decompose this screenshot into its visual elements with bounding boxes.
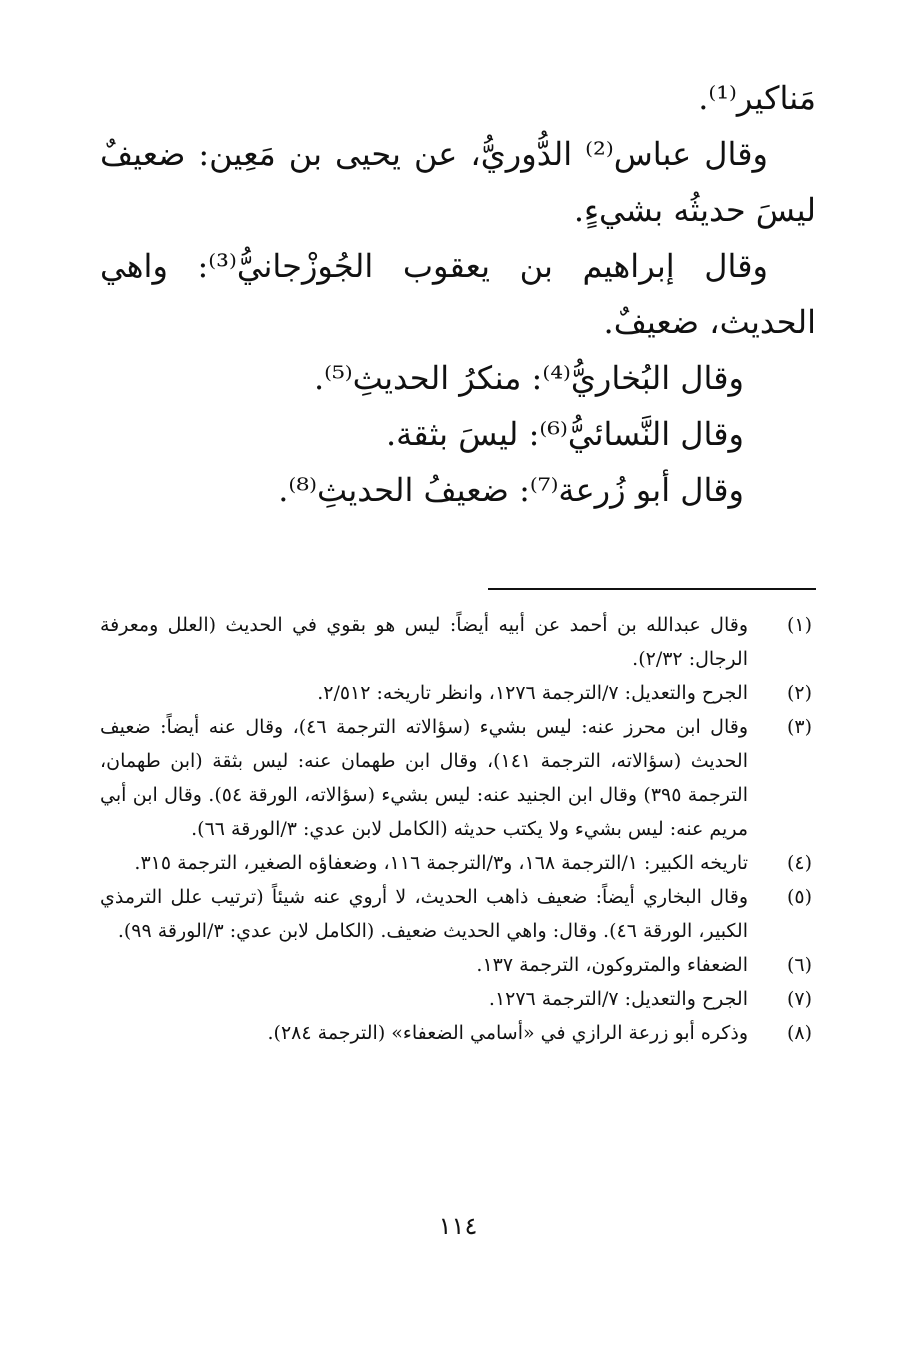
footnote-text: الضعفاء والمتروكون، الترجمة ١٣٧. <box>476 954 748 976</box>
footnote-text: وقال البخاري أيضاً: ضعيف ذاهب الحديث، لا أروي عنه شيئاً (ترتيب علل الترمذي الكبير، الورقة ٤٦). وقال: واهي الحديث ضعيف. (الكامل لابن عدي: ٣/الورقة ٩٩). <box>100 886 748 942</box>
footnote-number: (٥) <box>786 886 812 908</box>
footnote-number: (١) <box>786 614 812 636</box>
main-line-2: وقال عباس⁽²⁾ الدُّوريُّ، عن يحيى بن مَعِين: ضعيفٌ ليسَ حديثُه بشيءٍ. <box>100 135 816 229</box>
footnote-8 <box>100 1016 816 1050</box>
main-line-5: وقال النَّسائيُّ⁽⁶⁾: ليسَ بثقة. <box>385 415 744 453</box>
footnote-text: الجرح والتعديل: ٧/الترجمة ١٢٧٦، وانظر تاريخه: ٢/٥١٢. <box>317 682 748 704</box>
footnote-5 <box>100 880 816 948</box>
footnote-6 <box>100 948 816 982</box>
footnote-separator <box>488 588 816 590</box>
footnote-number: (٢) <box>786 682 812 704</box>
footnote-text: وقال عبدالله بن أحمد عن أبيه أيضاً: ليس هو بقوي في الحديث (العلل ومعرفة الرجال: ٢/٣٢). <box>100 614 748 670</box>
footnote-number: (٧) <box>786 988 812 1010</box>
footnote-number: (٣) <box>786 716 812 738</box>
page-number: ١١٤ <box>438 1212 478 1240</box>
footnote-number: (٤) <box>786 852 812 874</box>
footnote-text: الجرح والتعديل: ٧/الترجمة ١٢٧٦. <box>488 988 748 1010</box>
footnote-number: (٨) <box>786 1022 812 1044</box>
main-line-4: وقال البُخاريُّ⁽⁴⁾: منكرُ الحديثِ⁽⁵⁾. <box>313 359 744 397</box>
main-line-1: مَناكير⁽¹⁾. <box>698 79 816 117</box>
footnote-number: (٦) <box>786 954 812 976</box>
main-line-3: وقال إبراهيم بن يعقوب الجُوزْجانيُّ⁽³⁾: واهي الحديث، ضعيفٌ. <box>100 247 816 341</box>
footnote-4 <box>100 846 816 880</box>
footnote-text: تاريخه الكبير: ١/الترجمة ١٦٨، و٣/الترجمة ١١٦، وضعفاؤه الصغير، الترجمة ٣١٥. <box>134 852 748 874</box>
footnotes <box>100 608 816 1050</box>
footnote-text: وقال ابن محرز عنه: ليس بشيء (سؤالاته الترجمة ٤٦)، وقال عنه أيضاً: ضعيف الحديث (سؤالاته، الترجمة ١٤١)، وقال ابن طهمان عنه: ليس بثقة (ابن طهمان، الترجمة ٣٩٥) وقال ابن الجنيد عنه: ليس بشيء (سؤالاته، الورقة ٥٤). وقال ابن أبي مريم عنه: ليس بشيء ولا يكتب حديثه (الكامل لابن عدي: ٣/الورقة ٦٦). <box>100 716 748 840</box>
footnote-separator-wrap <box>100 588 816 590</box>
main-text <box>100 70 816 518</box>
footnote-text: وذكره أبو زرعة الرازي في «أسامي الضعفاء» (الترجمة ٢٨٤). <box>267 1022 748 1044</box>
main-text-block <box>100 70 816 518</box>
footnote-7 <box>100 982 816 1016</box>
footnote-3 <box>100 710 816 846</box>
main-line-6: وقال أبو زُرعة⁽⁷⁾: ضعيفُ الحديثِ⁽⁸⁾. <box>278 471 744 509</box>
footnote-2 <box>100 676 816 710</box>
footnote-1 <box>100 608 816 676</box>
